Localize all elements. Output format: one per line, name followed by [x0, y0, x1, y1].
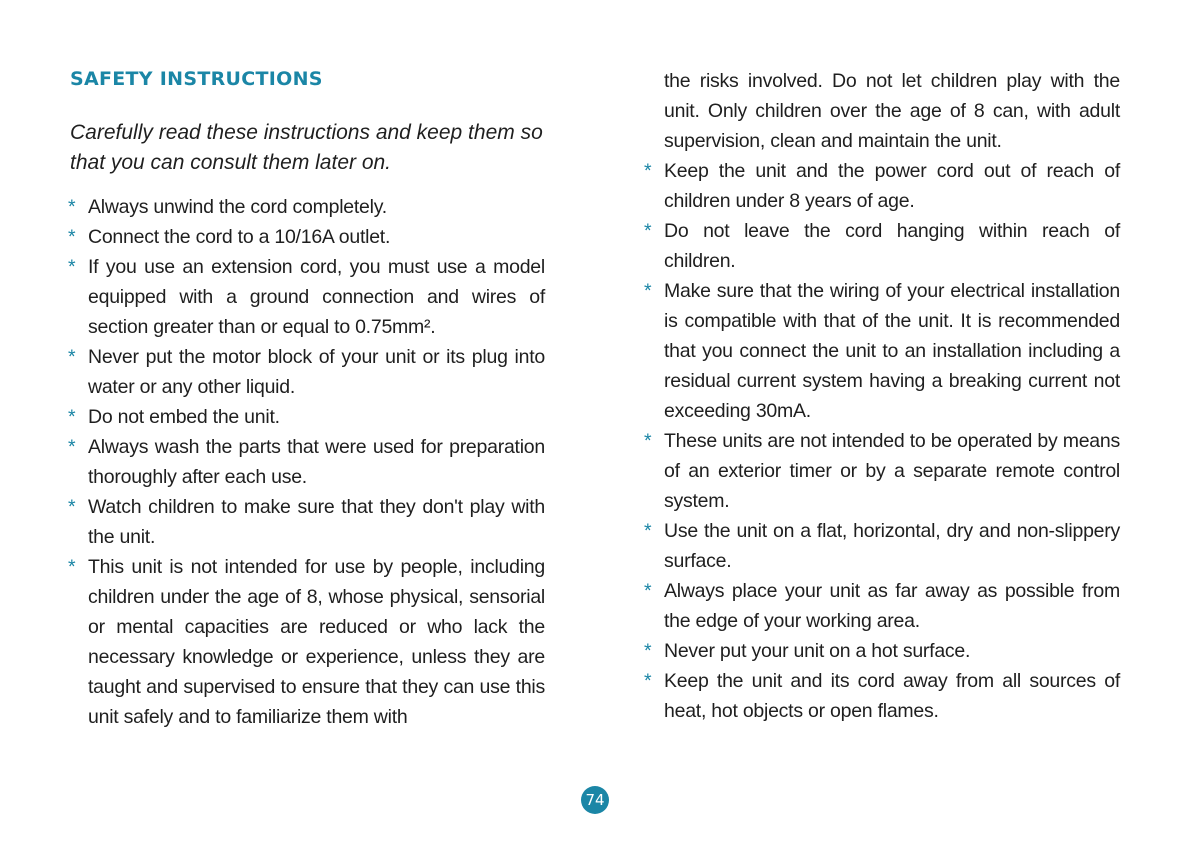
list-item	[66, 492, 545, 552]
bullet-icon: *	[68, 556, 76, 578]
bullet-icon: *	[68, 436, 76, 458]
bullet-icon: *	[68, 226, 76, 248]
list-item	[642, 216, 1120, 276]
list-item	[642, 576, 1120, 636]
bullet-icon: *	[644, 670, 652, 692]
list-item-continuation	[642, 66, 1120, 156]
item-text: These units are not intended to be operated by means of an exterior timer or by a separate remote control system.	[664, 430, 1120, 512]
item-text: Always place your unit as far away as possible from the edge of your working area.	[664, 580, 1120, 632]
bullet-icon: *	[644, 520, 652, 542]
bullet-icon: *	[644, 640, 652, 662]
left-instruction-list	[66, 192, 545, 732]
item-text: the risks involved. Do not let children play with the unit. Only children over the age of 8 can, with adult supervision, clean and maintain the unit.	[664, 70, 1120, 152]
bullet-icon: *	[68, 496, 76, 518]
intro-text: Carefully read these instructions and keep them so that you can consult them later on.	[70, 121, 543, 174]
page-number-badge: 74	[581, 786, 609, 814]
item-text: Keep the unit and the power cord out of reach of children under 8 years of age.	[664, 160, 1120, 212]
item-text: If you use an extension cord, you must use a model equipped with a ground connection and wires of section greater than or equal to 0.75mm².	[88, 256, 545, 338]
list-item	[66, 402, 545, 432]
section-heading: SAFETY INSTRUCTIONS	[70, 68, 323, 90]
right-instruction-list	[642, 66, 1120, 726]
item-text: Make sure that the wiring of your electrical installation is compatible with that of the unit. It is recommended that you connect the unit to an installation including a residual current system having a breaking current not exceeding 30mA.	[664, 280, 1120, 422]
list-item	[66, 342, 545, 402]
item-text: Use the unit on a flat, horizontal, dry and non-slippery surface.	[664, 520, 1120, 572]
list-item	[642, 276, 1120, 426]
list-item	[642, 426, 1120, 516]
item-text: Keep the unit and its cord away from all sources of heat, hot objects or open flames.	[664, 670, 1120, 722]
item-text: Watch children to make sure that they don't play with the unit.	[88, 496, 545, 548]
item-text: Always wash the parts that were used for preparation thoroughly after each use.	[88, 436, 545, 488]
item-text: Connect the cord to a 10/16A outlet.	[88, 226, 391, 248]
item-text: This unit is not intended for use by people, including children under the age of 8, whose physical, sensorial or mental capacities are reduced or who lack the necessary knowledge or experience, unless they are taught and supervised to ensure that they can use this unit safely and to familiarize them with	[88, 556, 545, 728]
list-item	[66, 252, 545, 342]
list-item	[642, 156, 1120, 216]
item-text: Never put the motor block of your unit or its plug into water or any other liquid.	[88, 346, 545, 398]
list-item	[66, 432, 545, 492]
bullet-icon: *	[644, 280, 652, 302]
item-text: Do not embed the unit.	[88, 406, 280, 428]
list-item	[642, 516, 1120, 576]
bullet-icon: *	[644, 580, 652, 602]
item-text: Always unwind the cord completely.	[88, 196, 387, 218]
list-item	[642, 636, 1120, 666]
item-text: Do not leave the cord hanging within reach of children.	[664, 220, 1120, 272]
bullet-icon: *	[644, 430, 652, 452]
list-item	[66, 552, 545, 732]
bullet-icon: *	[644, 220, 652, 242]
item-text: Never put your unit on a hot surface.	[664, 640, 971, 662]
bullet-icon: *	[68, 196, 76, 218]
bullet-icon: *	[644, 160, 652, 182]
list-item	[66, 222, 545, 252]
list-item	[642, 666, 1120, 726]
bullet-icon: *	[68, 346, 76, 368]
bullet-icon: *	[68, 256, 76, 278]
bullet-icon: *	[68, 406, 76, 428]
list-item	[66, 192, 545, 222]
